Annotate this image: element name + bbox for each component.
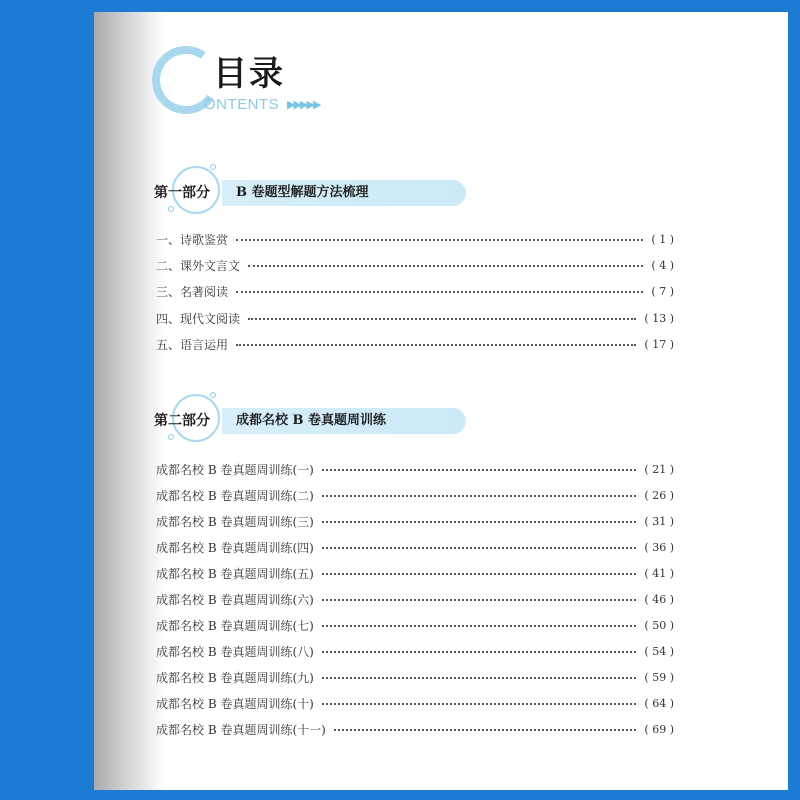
toc-entry[interactable] <box>156 309 674 329</box>
toc-entry-page: ( 36 ) <box>644 541 674 554</box>
part-label: 第二部分 <box>154 413 210 429</box>
dot-leader <box>236 344 636 346</box>
dot-leader <box>248 318 636 320</box>
toc-entry[interactable] <box>156 335 674 355</box>
decorative-dot-icon <box>210 392 216 398</box>
toc-entry-title: 成都名校 B 卷真题周训练(四) <box>156 541 314 555</box>
dot-leader <box>236 291 643 293</box>
dot-leader <box>322 677 637 679</box>
part-two-header <box>144 392 474 452</box>
toc-entry[interactable] <box>156 282 674 302</box>
toc-entry-page: ( 64 ) <box>644 697 674 710</box>
toc-entry[interactable] <box>156 694 674 714</box>
toc-entry-page: ( 4 ) <box>651 259 674 272</box>
decorative-dot-icon <box>168 434 174 440</box>
toc-entry[interactable] <box>156 256 674 276</box>
toc-entry-title: 成都名校 B 卷真题周训练(五) <box>156 567 314 581</box>
toc-entry[interactable] <box>156 642 674 662</box>
toc-entry-title: 成都名校 B 卷真题周训练(七) <box>156 619 314 633</box>
toc-entry-title: 成都名校 B 卷真题周训练(一) <box>156 463 314 477</box>
toc-entry-page: ( 69 ) <box>644 723 674 736</box>
decorative-dot-icon <box>168 206 174 212</box>
toc-entry-title: 成都名校 B 卷真题周训练(三) <box>156 515 314 529</box>
part-heading: 成都名校 B 卷真题周训练 <box>236 413 387 428</box>
dot-leader <box>322 573 637 575</box>
part-heading: B 卷题型解题方法梳理 <box>236 185 369 200</box>
toc-entry-title: 一、诗歌鉴赏 <box>156 233 229 247</box>
toc-entry-title: 成都名校 B 卷真题周训练(二) <box>156 489 314 503</box>
toc-entry-page: ( 1 ) <box>651 233 674 246</box>
toc-entry[interactable] <box>156 590 674 610</box>
toc-entry[interactable] <box>156 616 674 636</box>
toc-entry-page: ( 13 ) <box>644 312 674 325</box>
toc-entry-title: 二、课外文言文 <box>156 259 241 273</box>
dot-leader <box>322 599 637 601</box>
document-page <box>94 12 788 790</box>
part-one-header <box>144 164 474 224</box>
page-title: 目录 <box>213 54 285 94</box>
dot-leader <box>322 547 637 549</box>
toc-entry-page: ( 50 ) <box>644 619 674 632</box>
toc-entry[interactable] <box>156 538 674 558</box>
toc-entry[interactable] <box>156 486 674 506</box>
toc-entry-title: 成都名校 B 卷真题周训练(十一) <box>156 723 326 737</box>
toc-entry-title: 成都名校 B 卷真题周训练(九) <box>156 671 314 685</box>
dot-leader <box>322 521 637 523</box>
dot-leader <box>322 495 637 497</box>
toc-entry-page: ( 17 ) <box>644 338 674 351</box>
toc-entry[interactable] <box>156 512 674 532</box>
toc-entry[interactable] <box>156 720 674 740</box>
dot-leader <box>322 651 637 653</box>
toc-entry[interactable] <box>156 564 674 584</box>
toc-entry-page: ( 21 ) <box>644 463 674 476</box>
part-label: 第一部分 <box>154 185 210 201</box>
decorative-dot-icon <box>210 164 216 170</box>
toc-entry-page: ( 46 ) <box>644 593 674 606</box>
toc-entry[interactable] <box>156 230 674 250</box>
toc-entry-page: ( 59 ) <box>644 671 674 684</box>
dot-leader <box>322 625 637 627</box>
toc-entry-page: ( 54 ) <box>644 645 674 658</box>
dot-leader <box>248 265 643 267</box>
toc-entry-page: ( 7 ) <box>651 285 674 298</box>
toc-entry-title: 三、名著阅读 <box>156 285 229 299</box>
toc-entry-title: 四、现代文阅读 <box>156 312 241 326</box>
toc-entry-page: ( 41 ) <box>644 567 674 580</box>
dot-leader <box>334 729 637 731</box>
toc-entry[interactable] <box>156 460 674 480</box>
dot-leader <box>322 703 637 705</box>
toc-entry-title: 成都名校 B 卷真题周训练(十) <box>156 697 314 711</box>
toc-entry-title: 成都名校 B 卷真题周训练(八) <box>156 645 314 659</box>
toc-entry[interactable] <box>156 668 674 688</box>
toc-entry-page: ( 26 ) <box>644 489 674 502</box>
arrow-triangles-icon: ▶▶▶▶▶ <box>287 98 320 111</box>
toc-entry-title: 成都名校 B 卷真题周训练(六) <box>156 593 314 607</box>
dot-leader <box>322 469 637 471</box>
dot-leader <box>236 239 643 241</box>
toc-entry-title: 五、语言运用 <box>156 338 229 352</box>
toc-entry-page: ( 31 ) <box>644 515 674 528</box>
contents-subtitle: ONTENTS <box>204 96 280 113</box>
